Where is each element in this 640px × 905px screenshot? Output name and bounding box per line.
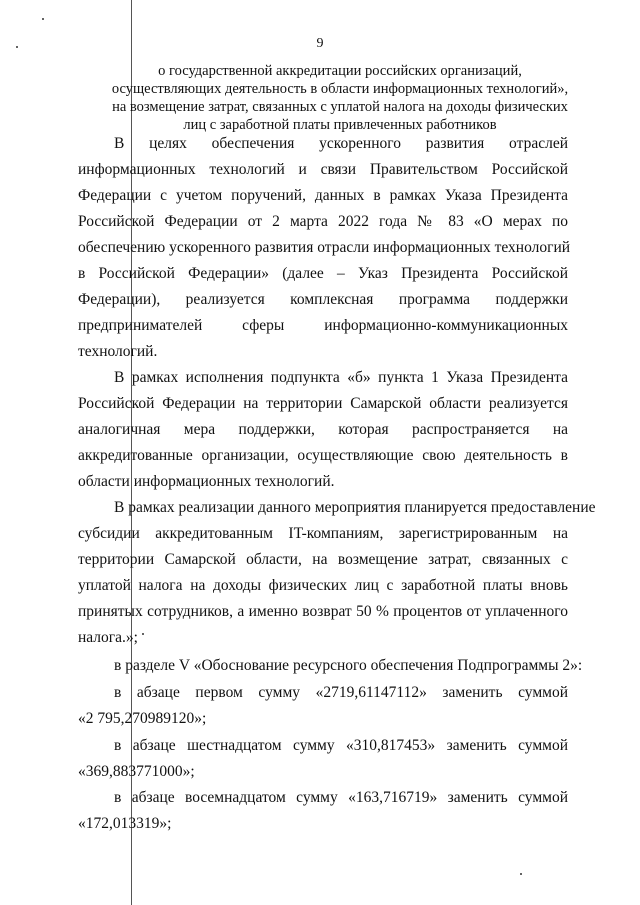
paragraph-line: аналогичная мера поддержки, которая распространяется на [78,421,568,438]
paragraph-line: В рамках исполнения подпункта «б» пункта 1 Указа Президента [114,369,568,386]
paragraph-line: В целях обеспечения ускоренного развития отраслей [114,135,568,152]
paragraph-line: уплатой налога на доходы физических лиц с заработной платы вновь [78,577,568,594]
paragraph-line: В рамках реализации данного мероприятия планируется предоставление [114,499,596,516]
page-number: 9 [316,36,324,51]
paragraph-line: в абзаце первом сумму «2719,61147112» заменить суммой [114,684,568,701]
paragraph-line: технологий. [78,343,158,360]
paragraph-line: в абзаце восемнадцатом сумму «163,716719» заменить суммой [114,789,568,806]
paragraph-line: обеспечению ускоренного развития отрасли информационных технологий [78,239,571,256]
heading-line: о государственной аккредитации российских организаций, [158,63,522,79]
paragraph-line: Российской Федерации на территории Самарской области реализуется [78,395,568,412]
paragraph-line: в абзаце шестнадцатом сумму «310,817453» заменить суммой [114,737,568,754]
paragraph-line: Федерации с учетом поручений, данных в рамках Указа Президента [78,187,568,204]
paragraph-line: принятых сотрудников, а именно возврат 50 % процентов от уплаченного [78,603,568,620]
heading-line: лиц с заработной платы привлеченных работников [183,117,497,133]
paragraph-line: «2 795,270989120»; [78,710,207,727]
paragraph-line: в Российской Федерации» (далее – Указ Президента Российской [78,265,568,282]
paragraph-line: информационных технологий и связи Правительством Российской [78,161,568,178]
paragraph-line: налога.»; [78,629,138,646]
paragraph-line: в разделе V «Обоснование ресурсного обеспечения Подпрограммы 2»: [114,657,583,674]
paragraph-line: аккредитованные организации, осуществляющие свою деятельность в [78,447,568,464]
paragraph-line: «369,883771000»; [78,763,195,780]
heading-line: на возмещение затрат, связанных с уплатой налога на доходы физических [112,99,568,115]
heading-line: осуществляющих деятельность в области информационных технологий», [111,81,569,97]
paragraph-line: субсидии аккредитованным IT-компаниям, зарегистрированным на [78,525,568,542]
paragraph-line: «172,013319»; [78,815,172,832]
paragraph-line: Российской Федерации от 2 марта 2022 года № 83 «О мерах по [78,213,568,230]
scan-speck [520,873,522,875]
paragraph-line: Федерации), реализуется комплексная программа поддержки [78,291,568,308]
paragraph-line: предпринимателей сферы информационно-коммуникационных [78,317,568,334]
paragraph-line: территории Самарской области, на возмещение затрат, связанных с [78,551,568,568]
scan-speck [42,18,44,20]
paragraph-line: области информационных технологий. [78,473,335,490]
